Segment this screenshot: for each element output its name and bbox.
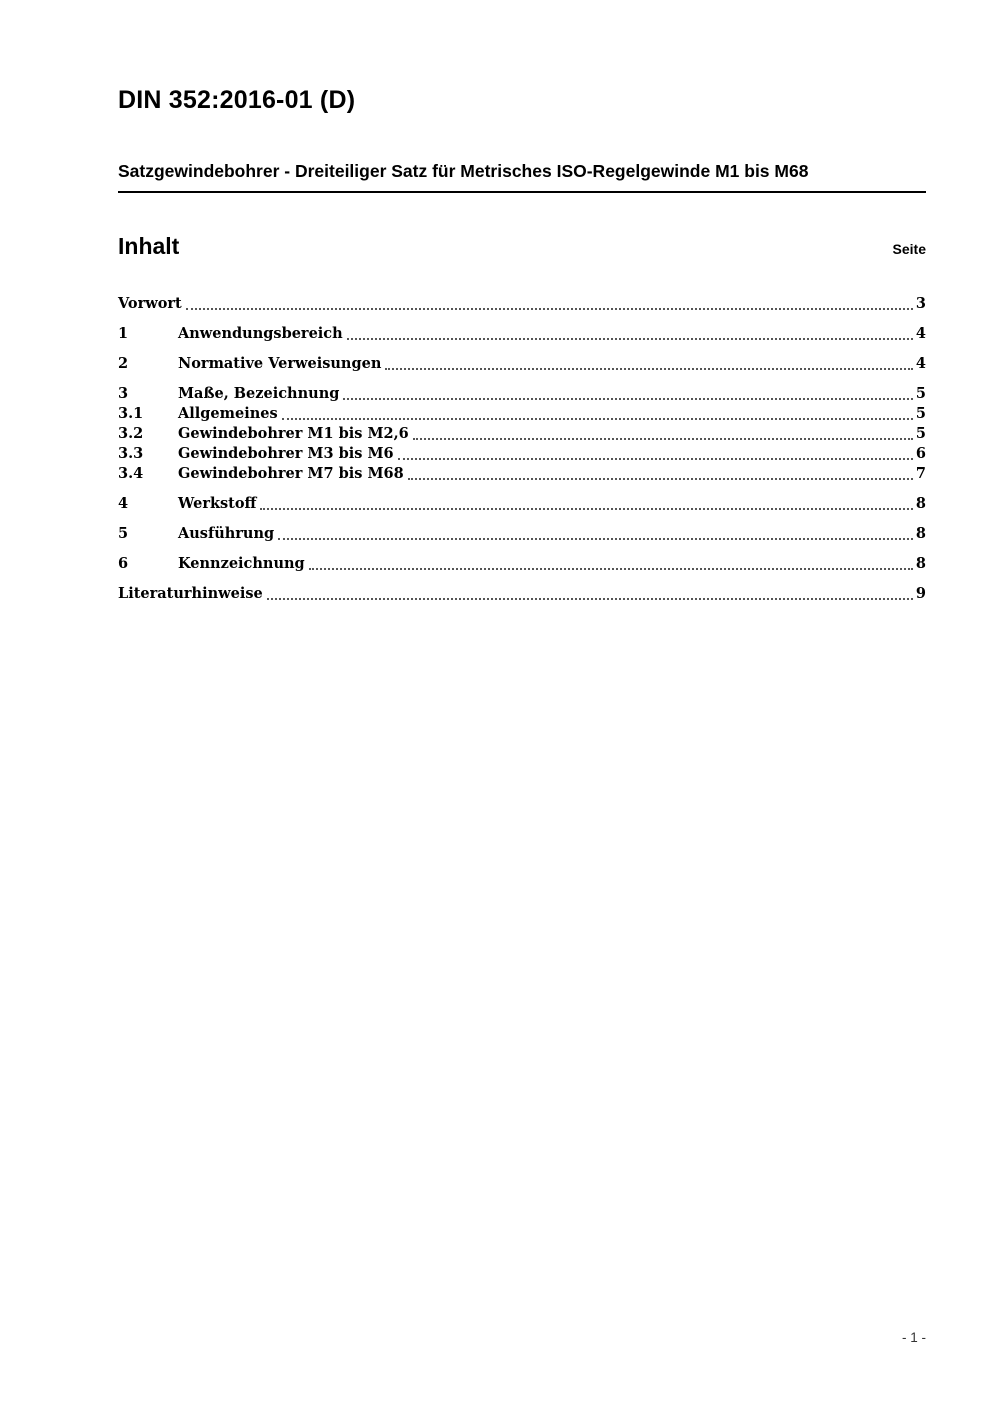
toc-entry-label: Werkstoff (178, 495, 257, 512)
toc-entry (118, 324, 926, 344)
toc-entry-number: 1 (118, 325, 129, 342)
toc-dot-leader (347, 338, 913, 340)
toc-entry (118, 404, 926, 424)
toc-entry-page: 4 (915, 355, 926, 372)
toc-entry (118, 584, 926, 604)
toc-entry-label: Gewindebohrer M7 bis M68 (178, 465, 404, 482)
toc-entry-page: 9 (915, 585, 926, 602)
toc-entry-label: Literaturhinweise (118, 585, 263, 602)
toc-entry-label: Kennzeichnung (178, 555, 305, 572)
toc-entry-page: 8 (915, 555, 926, 572)
toc-entry-page: 5 (915, 385, 926, 402)
toc-entry (118, 444, 926, 464)
toc-entry (118, 554, 926, 574)
toc-entry (118, 524, 926, 544)
page-content (118, 86, 926, 604)
toc-entry-page: 3 (915, 295, 926, 312)
page-column-label: Seite (892, 241, 926, 257)
toc-dot-leader (385, 368, 913, 370)
toc-entry-number: 3.2 (118, 425, 144, 442)
footer-page-number: - 1 - (901, 1330, 926, 1345)
toc-entry-page: 8 (915, 525, 926, 542)
toc-entry-page: 5 (915, 405, 926, 422)
toc-dot-leader (260, 508, 912, 510)
toc-entry (118, 384, 926, 404)
toc-entry-page: 7 (915, 465, 926, 482)
toc-entry-label: Maße, Bezeichnung (178, 385, 340, 402)
toc-entry (118, 464, 926, 484)
toc-entry-label: Anwendungsbereich (178, 325, 343, 342)
toc-entry-label: Vorwort (118, 295, 182, 312)
toc-dot-leader (282, 418, 913, 420)
toc-dot-leader (398, 458, 913, 460)
toc-entry (118, 354, 926, 374)
toc-entry (118, 494, 926, 514)
table-of-contents (118, 294, 926, 604)
toc-entry (118, 424, 926, 444)
toc-dot-leader (186, 308, 913, 310)
toc-dot-leader (309, 568, 913, 570)
toc-entry-number: 5 (118, 525, 129, 542)
contents-heading: Inhalt (118, 233, 180, 259)
toc-entry-label: Gewindebohrer M1 bis M2,6 (178, 425, 409, 442)
toc-entry-label: Ausführung (178, 525, 275, 542)
toc-entry (118, 294, 926, 314)
document-title: Satzgewindebohrer - Dreiteiliger Satz für Metrisches ISO-Regelgewinde M1 bis M68 (118, 161, 926, 193)
toc-entry-number: 3.1 (118, 405, 144, 422)
toc-entry-number: 3 (118, 385, 129, 402)
toc-entry-number: 6 (118, 555, 129, 572)
toc-dot-leader (413, 438, 913, 440)
toc-entry-number: 3.4 (118, 465, 144, 482)
toc-entry-page: 6 (915, 445, 926, 462)
toc-entry-number: 4 (118, 495, 129, 512)
toc-dot-leader (278, 538, 913, 540)
toc-entry-page: 8 (915, 495, 926, 512)
toc-dot-leader (343, 398, 913, 400)
toc-entry-page: 5 (915, 425, 926, 442)
contents-header (118, 233, 926, 260)
document-number: DIN 352:2016-01 (D) (118, 86, 356, 114)
toc-dot-leader (408, 478, 913, 480)
toc-entry-label: Gewindebohrer M3 bis M6 (178, 445, 394, 462)
toc-dot-leader (267, 598, 913, 600)
toc-entry-page: 4 (915, 325, 926, 342)
toc-entry-label: Normative Verweisungen (178, 355, 382, 372)
toc-entry-label: Allgemeines (178, 405, 278, 422)
toc-entry-number: 2 (118, 355, 129, 372)
toc-entry-number: 3.3 (118, 445, 144, 462)
